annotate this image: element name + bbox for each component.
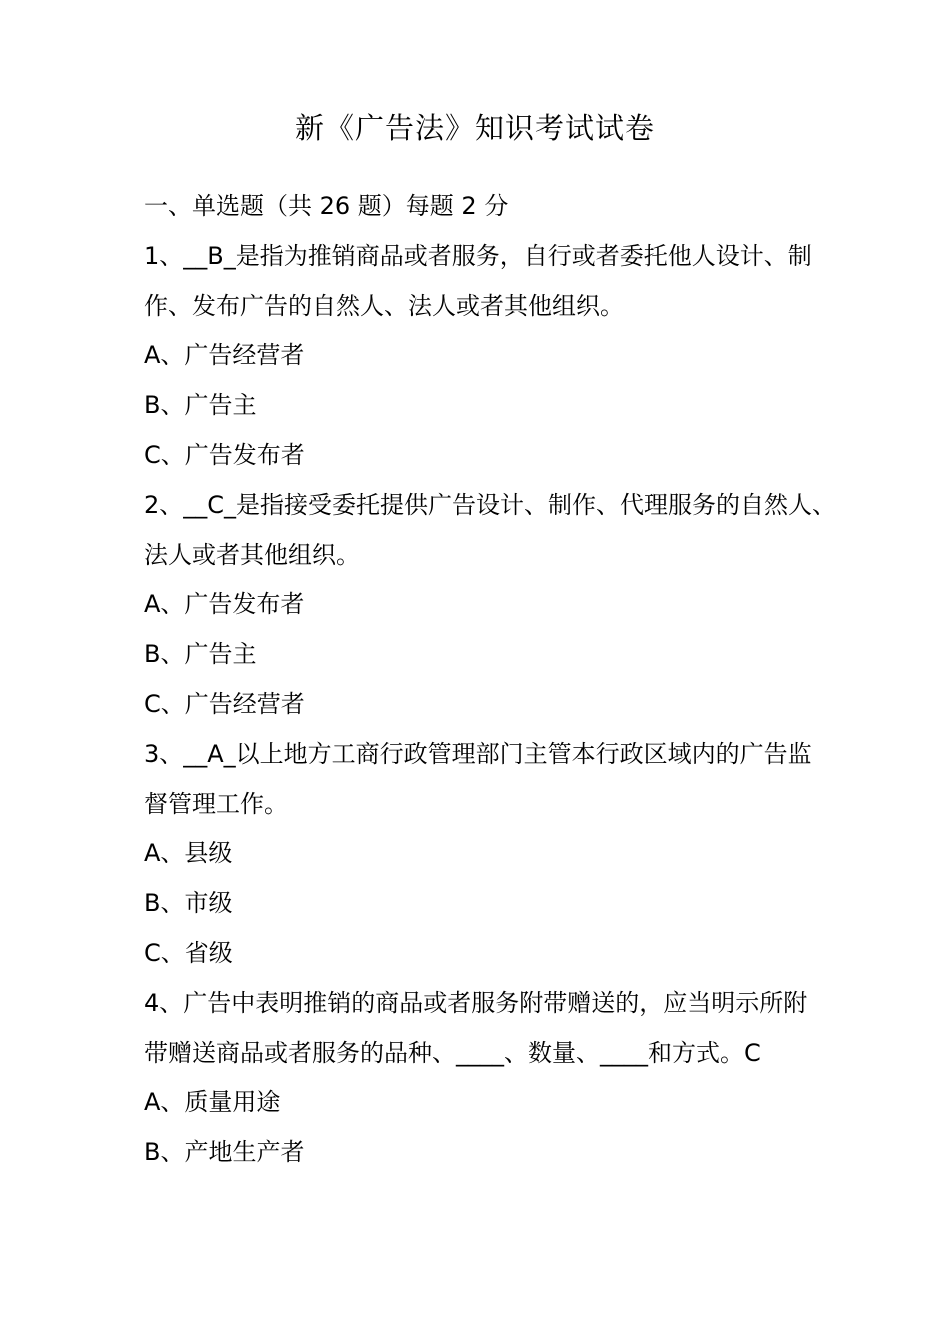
question-text-line: 带赠送商品或者服务的品种、____、数量、____和方式。C	[144, 1038, 761, 1067]
answer-option-b: B、市级	[144, 889, 233, 918]
answer-option-b: B、产地生产者	[144, 1138, 305, 1167]
question-text-line: 3、__A_以上地方工商行政管理部门主管本行政区域内的广告监	[144, 739, 812, 768]
question-text-line: 督管理工作。	[144, 789, 288, 818]
section-heading: 一、单选题（共 26 题）每题 2 分	[144, 192, 509, 220]
question-3	[144, 730, 824, 979]
question-text-line: 4、广告中表明推销的商品或者服务附带赠送的，应当明示所附	[144, 988, 808, 1017]
question-text-line: 1、__B_是指为推销商品或者服务，自行或者委托他人设计、制	[144, 241, 812, 270]
question-text-line: 2、__C_是指接受委托提供广告设计、制作、代理服务的自然人、	[144, 490, 837, 519]
answer-option-c: C、省级	[144, 938, 233, 967]
answer-option-c: C、广告经营者	[144, 689, 305, 718]
answer-option-a: A、质量用途	[144, 1088, 281, 1117]
question-4	[144, 979, 824, 1178]
document-title: 新《广告法》知识考试试卷	[294, 111, 655, 145]
document-body	[144, 182, 837, 1178]
question-2	[144, 481, 837, 730]
answer-option-b: B、广告主	[144, 391, 257, 420]
answer-option-c: C、广告发布者	[144, 440, 305, 469]
question-text-line: 法人或者其他组织。	[144, 540, 360, 569]
answer-option-a: A、广告发布者	[144, 590, 305, 619]
question-text-line: 作、发布广告的自然人、法人或者其他组织。	[144, 291, 624, 320]
answer-option-a: A、县级	[144, 839, 233, 868]
answer-option-a: A、广告经营者	[144, 341, 305, 370]
answer-option-b: B、广告主	[144, 640, 257, 669]
question-1	[144, 232, 824, 481]
